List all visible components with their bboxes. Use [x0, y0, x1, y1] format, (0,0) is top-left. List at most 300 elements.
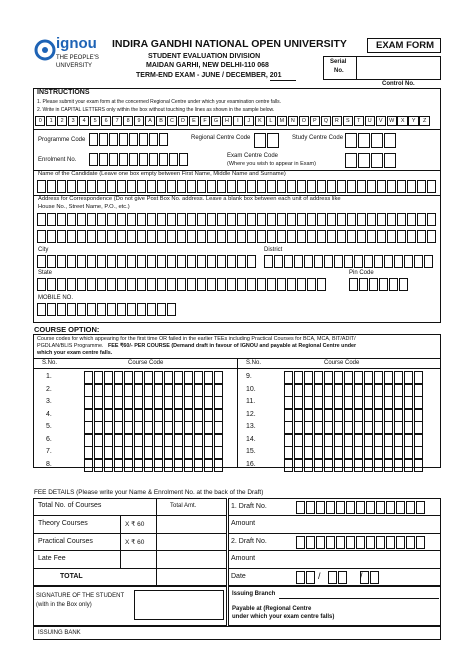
input-cell[interactable] — [337, 213, 346, 226]
input-cell[interactable] — [294, 371, 303, 384]
input-cell[interactable] — [114, 396, 123, 409]
input-cell[interactable] — [104, 421, 113, 434]
input-cell[interactable] — [214, 459, 223, 472]
input-cell[interactable] — [416, 501, 425, 514]
input-cell[interactable] — [306, 571, 315, 584]
input-cell[interactable] — [314, 255, 323, 268]
input-cell[interactable] — [354, 446, 363, 459]
input-cell[interactable] — [369, 278, 378, 291]
input-cell[interactable] — [94, 459, 103, 472]
course-code-right-field[interactable] — [284, 384, 424, 397]
input-cell[interactable] — [304, 434, 313, 447]
input-cell[interactable] — [324, 396, 333, 409]
input-cell[interactable] — [346, 501, 355, 514]
input-cell[interactable] — [154, 409, 163, 422]
input-cell[interactable] — [124, 421, 133, 434]
input-cell[interactable] — [67, 230, 76, 243]
input-cell[interactable] — [334, 459, 343, 472]
input-cell[interactable] — [184, 459, 193, 472]
input-cell[interactable] — [387, 213, 396, 226]
input-cell[interactable] — [67, 180, 76, 193]
input-cell[interactable] — [67, 255, 76, 268]
input-cell[interactable] — [374, 371, 383, 384]
input-cell[interactable] — [114, 384, 123, 397]
input-cell[interactable] — [304, 459, 313, 472]
input-cell[interactable] — [297, 230, 306, 243]
input-cell[interactable] — [117, 303, 126, 316]
programme-code-field[interactable] — [89, 133, 169, 146]
input-cell[interactable] — [344, 409, 353, 422]
input-cell[interactable] — [84, 371, 93, 384]
input-cell[interactable] — [117, 230, 126, 243]
input-cell[interactable] — [84, 446, 93, 459]
input-cell[interactable] — [404, 434, 413, 447]
input-cell[interactable] — [197, 255, 206, 268]
course-code-right-field[interactable] — [284, 434, 424, 447]
study-centre-code-field[interactable] — [345, 133, 397, 148]
input-cell[interactable] — [57, 180, 66, 193]
course-code-right-field[interactable] — [284, 421, 424, 434]
input-cell[interactable] — [354, 396, 363, 409]
input-cell[interactable] — [384, 255, 393, 268]
input-cell[interactable] — [334, 384, 343, 397]
input-cell[interactable] — [137, 255, 146, 268]
input-cell[interactable] — [257, 180, 266, 193]
input-cell[interactable] — [294, 459, 303, 472]
input-cell[interactable] — [134, 459, 143, 472]
input-cell[interactable] — [414, 421, 423, 434]
input-cell[interactable] — [107, 303, 116, 316]
input-cell[interactable] — [296, 501, 305, 514]
input-cell[interactable] — [374, 409, 383, 422]
input-cell[interactable] — [356, 501, 365, 514]
input-cell[interactable] — [217, 230, 226, 243]
input-cell[interactable] — [174, 396, 183, 409]
input-cell[interactable] — [367, 180, 376, 193]
input-cell[interactable] — [294, 421, 303, 434]
input-cell[interactable] — [139, 133, 148, 146]
input-cell[interactable] — [334, 421, 343, 434]
input-cell[interactable] — [77, 213, 86, 226]
input-cell[interactable] — [294, 434, 303, 447]
input-cell[interactable] — [107, 230, 116, 243]
input-cell[interactable] — [414, 409, 423, 422]
input-cell[interactable] — [127, 230, 136, 243]
input-cell[interactable] — [364, 396, 373, 409]
input-cell[interactable] — [117, 213, 126, 226]
input-cell[interactable] — [356, 536, 365, 549]
input-cell[interactable] — [314, 446, 323, 459]
input-cell[interactable] — [324, 384, 333, 397]
input-cell[interactable] — [297, 180, 306, 193]
input-cell[interactable] — [227, 230, 236, 243]
input-cell[interactable] — [124, 434, 133, 447]
input-cell[interactable] — [104, 396, 113, 409]
input-cell[interactable] — [334, 434, 343, 447]
input-cell[interactable] — [114, 434, 123, 447]
input-cell[interactable] — [327, 213, 336, 226]
course-code-left-field[interactable] — [84, 409, 224, 422]
input-cell[interactable] — [197, 230, 206, 243]
input-cell[interactable] — [154, 434, 163, 447]
input-cell[interactable] — [109, 133, 118, 146]
input-cell[interactable] — [374, 459, 383, 472]
input-cell[interactable] — [114, 421, 123, 434]
input-cell[interactable] — [404, 446, 413, 459]
input-cell[interactable] — [107, 180, 116, 193]
input-cell[interactable] — [314, 371, 323, 384]
input-cell[interactable] — [317, 230, 326, 243]
input-cell[interactable] — [344, 371, 353, 384]
input-cell[interactable] — [314, 409, 323, 422]
input-cell[interactable] — [327, 230, 336, 243]
input-cell[interactable] — [147, 230, 156, 243]
input-cell[interactable] — [204, 434, 213, 447]
input-cell[interactable] — [204, 446, 213, 459]
input-cell[interactable] — [227, 278, 236, 291]
input-cell[interactable] — [77, 230, 86, 243]
input-cell[interactable] — [207, 278, 216, 291]
input-cell[interactable] — [237, 278, 246, 291]
signature-box[interactable] — [33, 586, 227, 626]
input-cell[interactable] — [124, 459, 133, 472]
input-cell[interactable] — [187, 213, 196, 226]
input-cell[interactable] — [337, 180, 346, 193]
input-cell[interactable] — [157, 230, 166, 243]
input-cell[interactable] — [164, 459, 173, 472]
input-cell[interactable] — [414, 255, 423, 268]
input-cell[interactable] — [414, 434, 423, 447]
input-cell[interactable] — [387, 180, 396, 193]
input-cell[interactable] — [337, 230, 346, 243]
input-cell[interactable] — [167, 230, 176, 243]
input-cell[interactable] — [204, 459, 213, 472]
input-cell[interactable] — [84, 459, 93, 472]
input-cell[interactable] — [154, 371, 163, 384]
input-cell[interactable] — [114, 459, 123, 472]
input-cell[interactable] — [177, 213, 186, 226]
input-cell[interactable] — [134, 409, 143, 422]
input-cell[interactable] — [297, 213, 306, 226]
input-cell[interactable] — [47, 255, 56, 268]
input-cell[interactable] — [345, 153, 357, 168]
input-cell[interactable] — [394, 396, 403, 409]
input-cell[interactable] — [304, 255, 313, 268]
input-cell[interactable] — [179, 153, 188, 166]
input-cell[interactable] — [314, 421, 323, 434]
input-cell[interactable] — [114, 371, 123, 384]
input-cell[interactable] — [157, 213, 166, 226]
course-code-left-field[interactable] — [84, 384, 224, 397]
course-code-right-field[interactable] — [284, 396, 424, 409]
input-cell[interactable] — [104, 434, 113, 447]
input-cell[interactable] — [414, 459, 423, 472]
district-field[interactable] — [264, 255, 434, 268]
input-cell[interactable] — [37, 230, 46, 243]
input-cell[interactable] — [154, 459, 163, 472]
input-cell[interactable] — [247, 180, 256, 193]
input-cell[interactable] — [94, 434, 103, 447]
input-cell[interactable] — [247, 278, 256, 291]
input-cell[interactable] — [214, 384, 223, 397]
input-cell[interactable] — [167, 255, 176, 268]
input-cell[interactable] — [214, 396, 223, 409]
input-cell[interactable] — [214, 421, 223, 434]
input-cell[interactable] — [129, 133, 138, 146]
input-cell[interactable] — [94, 446, 103, 459]
input-cell[interactable] — [194, 409, 203, 422]
input-cell[interactable] — [164, 409, 173, 422]
input-cell[interactable] — [357, 213, 366, 226]
input-cell[interactable] — [345, 133, 357, 148]
input-cell[interactable] — [154, 446, 163, 459]
course-code-left-field[interactable] — [84, 396, 224, 409]
input-cell[interactable] — [294, 384, 303, 397]
input-cell[interactable] — [174, 421, 183, 434]
input-cell[interactable] — [97, 255, 106, 268]
input-cell[interactable] — [94, 409, 103, 422]
input-cell[interactable] — [134, 396, 143, 409]
input-cell[interactable] — [304, 421, 313, 434]
input-cell[interactable] — [227, 255, 236, 268]
input-cell[interactable] — [204, 421, 213, 434]
input-cell[interactable] — [294, 446, 303, 459]
input-cell[interactable] — [297, 278, 306, 291]
course-code-left-field[interactable] — [84, 434, 224, 447]
input-cell[interactable] — [177, 278, 186, 291]
input-cell[interactable] — [207, 230, 216, 243]
input-cell[interactable] — [237, 180, 246, 193]
input-cell[interactable] — [287, 230, 296, 243]
input-cell[interactable] — [194, 371, 203, 384]
input-cell[interactable] — [336, 501, 345, 514]
input-cell[interactable] — [177, 230, 186, 243]
input-cell[interactable] — [358, 153, 370, 168]
input-cell[interactable] — [354, 434, 363, 447]
input-cell[interactable] — [177, 255, 186, 268]
input-cell[interactable] — [164, 434, 173, 447]
input-cell[interactable] — [387, 230, 396, 243]
input-cell[interactable] — [77, 180, 86, 193]
input-cell[interactable] — [307, 230, 316, 243]
input-cell[interactable] — [217, 180, 226, 193]
input-cell[interactable] — [284, 459, 293, 472]
draft-2-field[interactable] — [296, 536, 426, 549]
input-cell[interactable] — [247, 230, 256, 243]
input-cell[interactable] — [406, 501, 415, 514]
input-cell[interactable] — [207, 255, 216, 268]
input-cell[interactable] — [47, 278, 56, 291]
enrolment-field[interactable] — [89, 153, 189, 166]
input-cell[interactable] — [117, 278, 126, 291]
input-cell[interactable] — [147, 303, 156, 316]
input-cell[interactable] — [386, 501, 395, 514]
input-cell[interactable] — [144, 446, 153, 459]
input-cell[interactable] — [406, 536, 415, 549]
input-cell[interactable] — [384, 371, 393, 384]
input-cell[interactable] — [127, 303, 136, 316]
input-cell[interactable] — [154, 421, 163, 434]
input-cell[interactable] — [214, 371, 223, 384]
input-cell[interactable] — [357, 230, 366, 243]
input-cell[interactable] — [184, 434, 193, 447]
input-cell[interactable] — [359, 278, 368, 291]
input-cell[interactable] — [284, 434, 293, 447]
input-cell[interactable] — [284, 446, 293, 459]
input-cell[interactable] — [137, 278, 146, 291]
input-cell[interactable] — [134, 446, 143, 459]
input-cell[interactable] — [257, 278, 266, 291]
input-cell[interactable] — [344, 459, 353, 472]
input-cell[interactable] — [384, 434, 393, 447]
input-cell[interactable] — [306, 501, 315, 514]
input-cell[interactable] — [394, 255, 403, 268]
input-cell[interactable] — [149, 153, 158, 166]
input-cell[interactable] — [344, 384, 353, 397]
input-cell[interactable] — [374, 446, 383, 459]
input-cell[interactable] — [247, 255, 256, 268]
input-cell[interactable] — [399, 278, 408, 291]
input-cell[interactable] — [414, 446, 423, 459]
input-cell[interactable] — [324, 459, 333, 472]
input-cell[interactable] — [396, 501, 405, 514]
input-cell[interactable] — [144, 434, 153, 447]
input-cell[interactable] — [167, 213, 176, 226]
input-cell[interactable] — [314, 434, 323, 447]
state-field[interactable] — [37, 278, 327, 291]
input-cell[interactable] — [334, 446, 343, 459]
input-cell[interactable] — [154, 384, 163, 397]
input-cell[interactable] — [416, 536, 425, 549]
input-cell[interactable] — [264, 255, 273, 268]
input-cell[interactable] — [184, 396, 193, 409]
input-cell[interactable] — [164, 421, 173, 434]
input-cell[interactable] — [194, 446, 203, 459]
draft-1-field[interactable] — [296, 501, 426, 514]
input-cell[interactable] — [417, 213, 426, 226]
input-cell[interactable] — [354, 409, 363, 422]
input-cell[interactable] — [277, 230, 286, 243]
input-cell[interactable] — [364, 434, 373, 447]
input-cell[interactable] — [267, 213, 276, 226]
course-code-left-field[interactable] — [84, 459, 224, 472]
input-cell[interactable] — [294, 409, 303, 422]
course-code-right-field[interactable] — [284, 459, 424, 472]
input-cell[interactable] — [317, 278, 326, 291]
course-code-right-field[interactable] — [284, 409, 424, 422]
input-cell[interactable] — [134, 421, 143, 434]
input-cell[interactable] — [174, 384, 183, 397]
input-cell[interactable] — [164, 371, 173, 384]
input-cell[interactable] — [227, 180, 236, 193]
input-cell[interactable] — [357, 180, 366, 193]
input-cell[interactable] — [314, 384, 323, 397]
input-cell[interactable] — [147, 213, 156, 226]
input-cell[interactable] — [37, 278, 46, 291]
input-cell[interactable] — [217, 278, 226, 291]
input-cell[interactable] — [307, 213, 316, 226]
input-cell[interactable] — [119, 133, 128, 146]
input-cell[interactable] — [384, 384, 393, 397]
input-cell[interactable] — [127, 180, 136, 193]
input-cell[interactable] — [104, 409, 113, 422]
input-cell[interactable] — [334, 396, 343, 409]
course-code-left-field[interactable] — [84, 371, 224, 384]
input-cell[interactable] — [174, 459, 183, 472]
input-cell[interactable] — [87, 230, 96, 243]
input-cell[interactable] — [57, 303, 66, 316]
input-cell[interactable] — [77, 278, 86, 291]
input-cell[interactable] — [194, 384, 203, 397]
input-cell[interactable] — [134, 434, 143, 447]
input-cell[interactable] — [358, 133, 370, 148]
input-cell[interactable] — [137, 213, 146, 226]
input-cell[interactable] — [364, 255, 373, 268]
course-code-right-field[interactable] — [284, 371, 424, 384]
input-cell[interactable] — [107, 255, 116, 268]
input-cell[interactable] — [326, 501, 335, 514]
input-cell[interactable] — [134, 384, 143, 397]
input-cell[interactable] — [404, 396, 413, 409]
input-cell[interactable] — [424, 255, 433, 268]
input-cell[interactable] — [287, 213, 296, 226]
input-cell[interactable] — [364, 421, 373, 434]
input-cell[interactable] — [334, 409, 343, 422]
input-cell[interactable] — [267, 230, 276, 243]
input-cell[interactable] — [394, 459, 403, 472]
input-cell[interactable] — [94, 421, 103, 434]
input-cell[interactable] — [344, 255, 353, 268]
input-cell[interactable] — [157, 278, 166, 291]
input-cell[interactable] — [114, 409, 123, 422]
input-cell[interactable] — [157, 303, 166, 316]
input-cell[interactable] — [194, 421, 203, 434]
input-cell[interactable] — [197, 180, 206, 193]
input-cell[interactable] — [217, 213, 226, 226]
input-cell[interactable] — [389, 278, 398, 291]
input-cell[interactable] — [328, 571, 337, 584]
input-cell[interactable] — [184, 384, 193, 397]
input-cell[interactable] — [397, 230, 406, 243]
input-cell[interactable] — [294, 255, 303, 268]
input-cell[interactable] — [47, 180, 56, 193]
input-cell[interactable] — [127, 278, 136, 291]
input-cell[interactable] — [267, 278, 276, 291]
input-cell[interactable] — [164, 396, 173, 409]
input-cell[interactable] — [117, 180, 126, 193]
input-cell[interactable] — [324, 446, 333, 459]
input-cell[interactable] — [284, 421, 293, 434]
input-cell[interactable] — [37, 255, 46, 268]
input-cell[interactable] — [97, 230, 106, 243]
input-cell[interactable] — [89, 153, 98, 166]
input-cell[interactable] — [124, 409, 133, 422]
input-cell[interactable] — [324, 371, 333, 384]
input-cell[interactable] — [384, 153, 396, 168]
input-cell[interactable] — [314, 459, 323, 472]
input-cell[interactable] — [204, 371, 213, 384]
input-cell[interactable] — [227, 213, 236, 226]
input-cell[interactable] — [336, 536, 345, 549]
input-cell[interactable] — [397, 213, 406, 226]
input-cell[interactable] — [414, 396, 423, 409]
input-cell[interactable] — [57, 230, 66, 243]
input-cell[interactable] — [304, 409, 313, 422]
input-cell[interactable] — [384, 459, 393, 472]
input-cell[interactable] — [94, 384, 103, 397]
input-cell[interactable] — [324, 255, 333, 268]
input-cell[interactable] — [427, 213, 436, 226]
